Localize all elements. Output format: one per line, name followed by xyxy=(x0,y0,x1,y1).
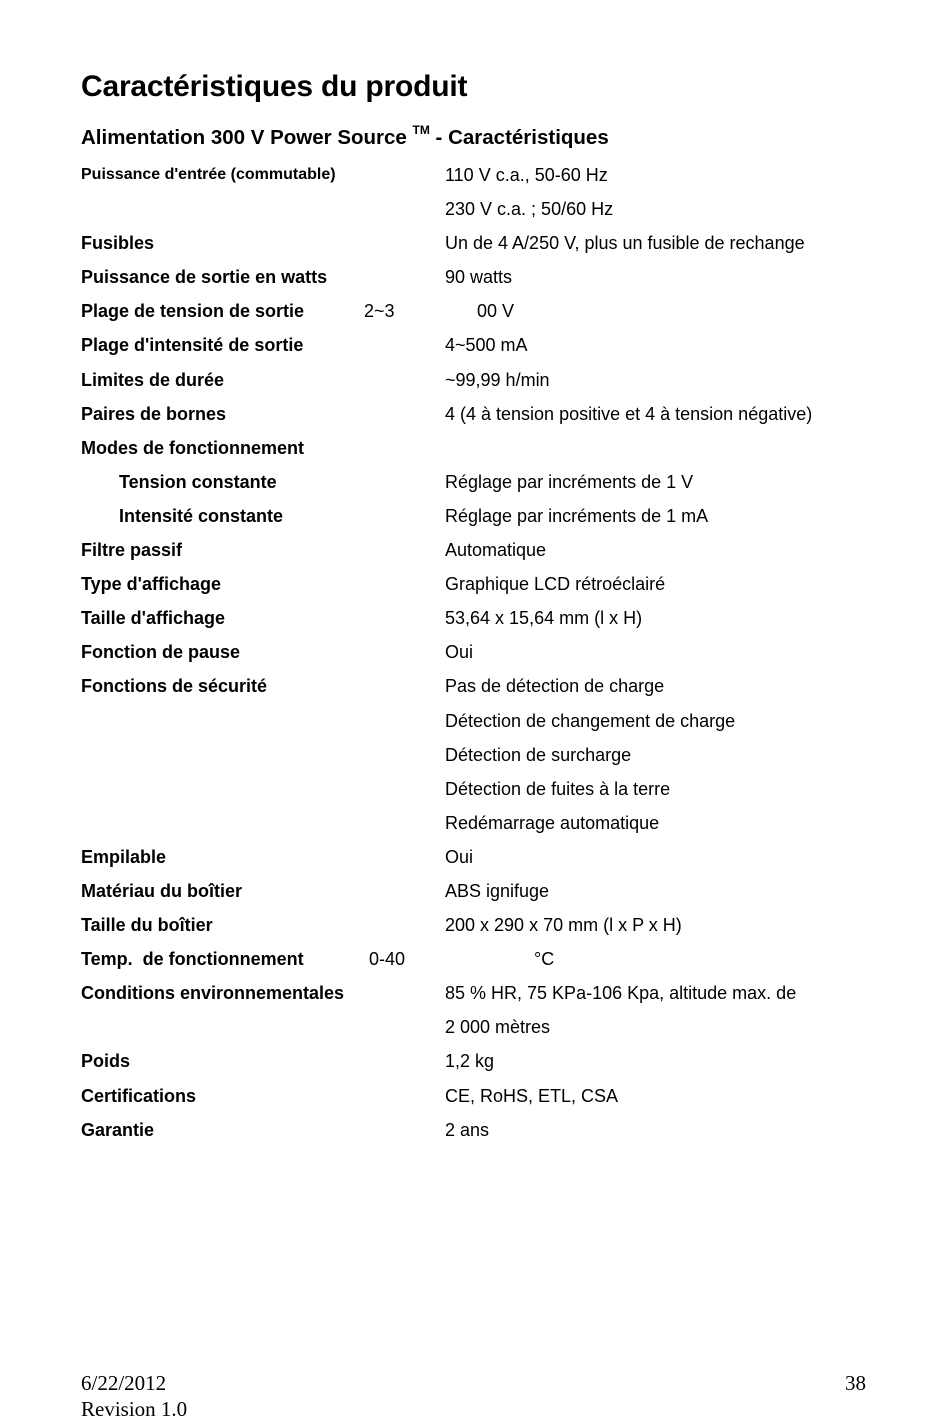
spec-label: Empilable xyxy=(81,846,167,867)
spec-row xyxy=(0,363,950,397)
spec-label: Matériau du boîtier xyxy=(81,880,243,901)
spec-range-prefix: 0-40 xyxy=(369,949,406,970)
spec-value: Réglage par incréments de 1 mA xyxy=(445,505,709,526)
spec-row xyxy=(0,397,950,431)
spec-range-prefix: 2~3 xyxy=(364,301,395,322)
spec-label: Puissance d'entrée (commutable) xyxy=(81,166,336,183)
spec-row xyxy=(0,1079,950,1113)
spec-value: 4 (4 à tension positive et 4 à tension négative) xyxy=(445,403,813,424)
spec-row xyxy=(0,704,950,738)
spec-value: Oui xyxy=(445,846,474,867)
spec-value: Oui xyxy=(445,642,474,663)
spec-value: 53,64 x 15,64 mm (l x H) xyxy=(445,608,643,629)
spec-row xyxy=(0,806,950,840)
spec-value: 4~500 mA xyxy=(445,335,528,356)
spec-value: 230 V c.a. ; 50/60 Hz xyxy=(445,199,614,220)
footer-date: 6/22/2012 xyxy=(81,1371,167,1395)
spec-value: ~99,99 h/min xyxy=(445,369,550,390)
spec-label: Conditions environnementales xyxy=(81,983,345,1004)
spec-value: Automatique xyxy=(445,540,547,561)
spec-row xyxy=(0,192,950,226)
spec-row xyxy=(0,226,950,260)
spec-row xyxy=(0,942,950,976)
subtitle-end: - Caractéristiques xyxy=(429,126,609,149)
spec-label: Intensité constante xyxy=(119,505,284,526)
spec-row xyxy=(0,1113,950,1147)
spec-label: Paires de bornes xyxy=(81,403,227,424)
page-number: 38 xyxy=(845,1371,866,1395)
spec-value: Un de 4 A/250 V, plus un fusible de rechange xyxy=(445,233,805,254)
spec-label: Fonction de pause xyxy=(81,642,241,663)
spec-label: Fonctions de sécurité xyxy=(81,676,268,697)
spec-value: 2 000 mètres xyxy=(445,1017,551,1038)
subtitle-main: Alimentation 300 V Power Source xyxy=(81,126,407,149)
spec-value: 110 V c.a., 50-60 Hz xyxy=(445,165,608,185)
spec-row xyxy=(0,772,950,806)
spec-value: °C xyxy=(534,949,555,970)
spec-value: 90 watts xyxy=(445,267,513,288)
spec-row xyxy=(0,328,950,362)
spec-label: Temp. de fonctionnement xyxy=(81,949,304,970)
spec-row xyxy=(0,669,950,703)
spec-label: Taille d'affichage xyxy=(81,608,225,629)
spec-row xyxy=(0,738,950,772)
trademark-mark: TM xyxy=(412,123,430,138)
spec-table xyxy=(0,158,950,1147)
spec-label: Tension constante xyxy=(119,471,277,492)
spec-label: Plage de tension de sortie xyxy=(81,301,305,322)
spec-label: Fusibles xyxy=(81,233,155,254)
spec-row xyxy=(0,874,950,908)
spec-label: Garantie xyxy=(81,1119,155,1140)
spec-row xyxy=(0,260,950,294)
spec-label: Poids xyxy=(81,1051,131,1072)
spec-value: 1,2 kg xyxy=(445,1051,495,1072)
spec-row xyxy=(0,1044,950,1078)
spec-row xyxy=(0,840,950,874)
spec-row xyxy=(0,601,950,635)
spec-value: Réglage par incréments de 1 V xyxy=(445,471,694,492)
spec-label: Taille du boîtier xyxy=(81,915,213,936)
spec-value: 200 x 290 x 70 mm (l x P x H) xyxy=(445,915,682,936)
spec-label: Puissance de sortie en watts xyxy=(81,267,328,288)
spec-value: Détection de fuites à la terre xyxy=(445,778,671,799)
spec-value: Graphique LCD rétroéclairé xyxy=(445,574,666,595)
spec-row xyxy=(0,635,950,669)
spec-value: CE, RoHS, ETL, CSA xyxy=(445,1085,619,1106)
spec-row xyxy=(0,294,950,328)
spec-row xyxy=(0,908,950,942)
spec-value: Redémarrage automatique xyxy=(445,812,660,833)
spec-row xyxy=(0,499,950,533)
spec-value: 2 ans xyxy=(445,1119,490,1140)
spec-value: 00 V xyxy=(477,301,515,322)
spec-row xyxy=(0,465,950,499)
section-subtitle xyxy=(81,123,609,150)
spec-row xyxy=(0,1010,950,1044)
spec-value: Détection de changement de charge xyxy=(445,710,736,731)
spec-row xyxy=(0,431,950,465)
spec-value: 85 % HR, 75 KPa-106 Kpa, altitude max. de xyxy=(445,983,797,1004)
page-title: Caractéristiques du produit xyxy=(81,70,468,103)
spec-label: Type d'affichage xyxy=(81,574,221,595)
spec-label: Plage d'intensité de sortie xyxy=(81,335,304,356)
spec-label: Filtre passif xyxy=(81,540,183,561)
spec-label: Certifications xyxy=(81,1085,197,1106)
spec-row xyxy=(0,567,950,601)
spec-row xyxy=(0,976,950,1010)
spec-label: Modes de fonctionnement xyxy=(81,437,305,458)
spec-row xyxy=(0,158,950,192)
spec-row xyxy=(0,533,950,567)
spec-label: Limites de durée xyxy=(81,369,225,390)
footer-revision: Revision 1.0 xyxy=(81,1397,188,1421)
spec-value: Pas de détection de charge xyxy=(445,676,665,697)
spec-value: Détection de surcharge xyxy=(445,744,632,765)
spec-value: ABS ignifuge xyxy=(445,880,550,901)
